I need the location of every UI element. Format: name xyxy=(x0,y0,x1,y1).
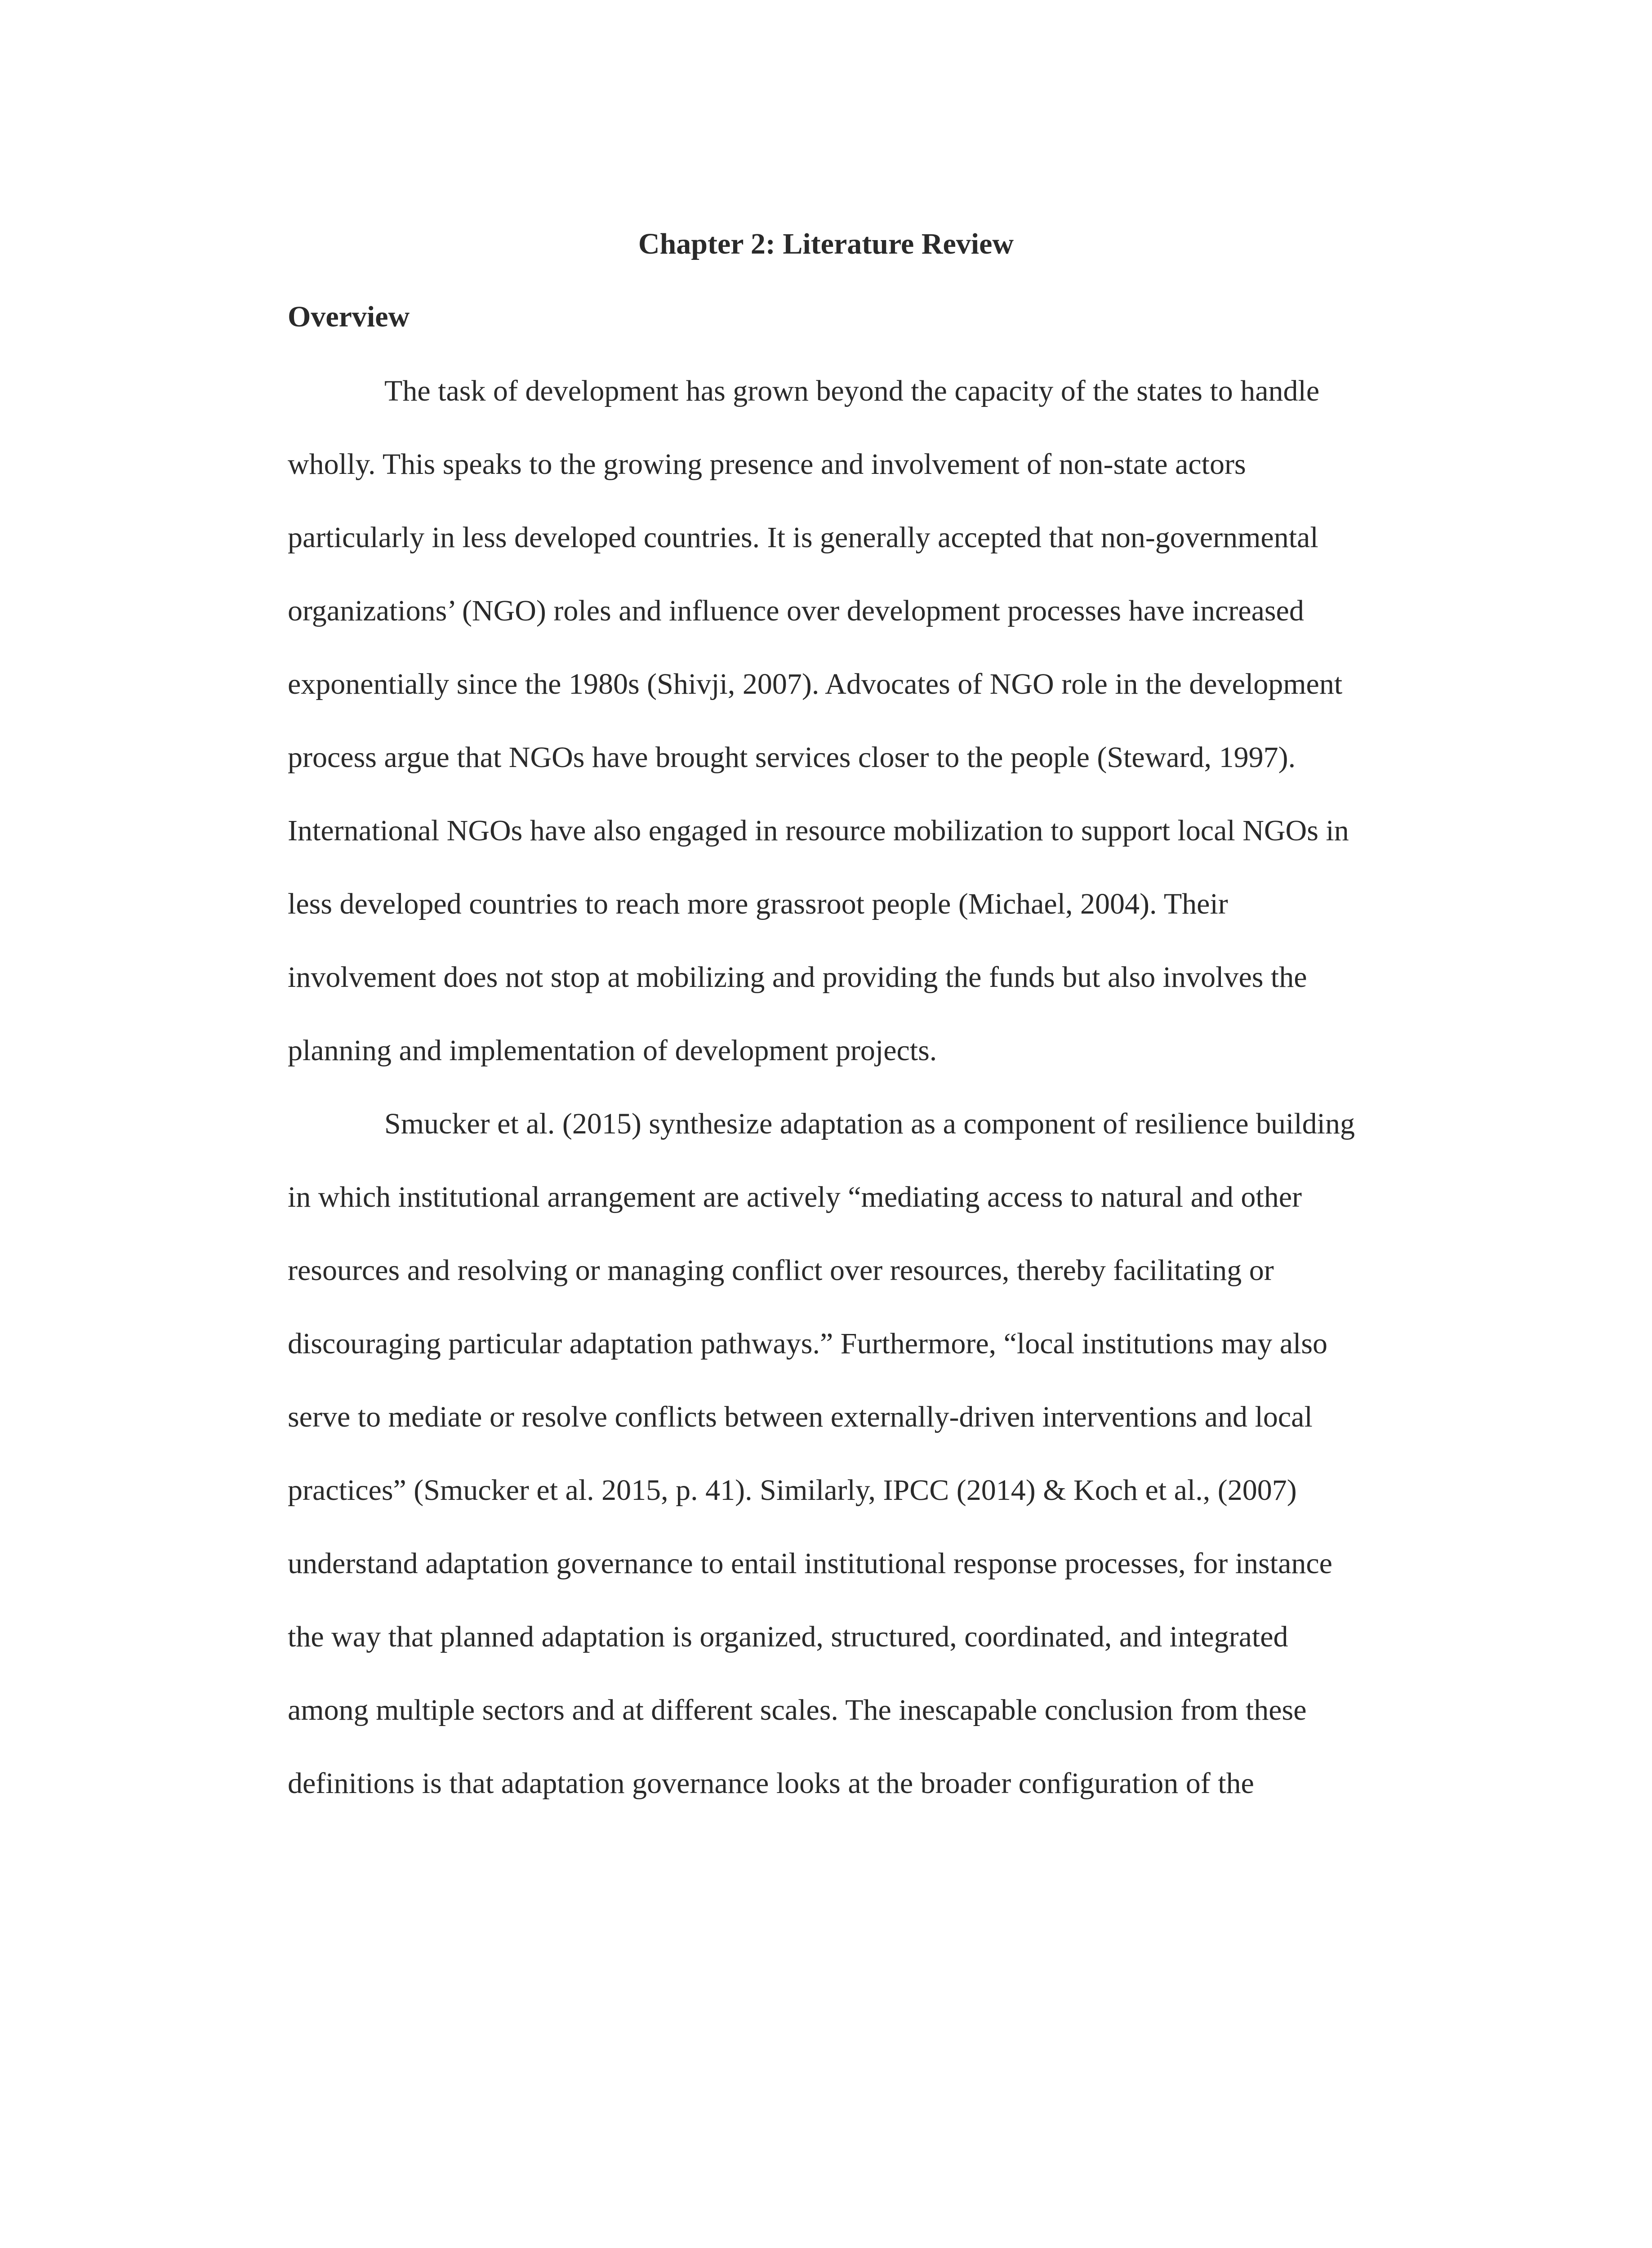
paragraph-line: process argue that NGOs have brought services closer to the people (Steward, 1997). xyxy=(288,741,1296,774)
paragraph-line: exponentially since the 1980s (Shivji, 2007). Advocates of NGO role in the development xyxy=(288,668,1343,700)
paragraph-line: particularly in less developed countries. It is generally accepted that non-governmental xyxy=(288,521,1318,554)
paragraph-line: less developed countries to reach more grassroot people (Michael, 2004). Their xyxy=(288,888,1228,920)
paragraph-line: understand adaptation governance to entail institutional response processes, for instance xyxy=(288,1547,1332,1580)
paragraph-line: The task of development has grown beyond the capacity of the states to handle xyxy=(384,375,1320,407)
paragraph-line: planning and implementation of development projects. xyxy=(288,1034,937,1067)
paragraph-line: definitions is that adaptation governance looks at the broader configuration of the xyxy=(288,1767,1254,1800)
paragraph-line: resources and resolving or managing conflict over resources, thereby facilitating or xyxy=(288,1254,1274,1287)
paragraph-line: wholly. This speaks to the growing presence and involvement of non-state actors xyxy=(288,448,1246,481)
section-heading-overview: Overview xyxy=(288,300,410,333)
paragraph-line: in which institutional arrangement are actively “mediating access to natural and other xyxy=(288,1181,1302,1213)
paragraph-line: involvement does not stop at mobilizing and providing the funds but also involves the xyxy=(288,961,1307,994)
paragraph-line: discouraging particular adaptation pathways.” Furthermore, “local institutions may also xyxy=(288,1327,1328,1360)
paragraph-line: Smucker et al. (2015) synthesize adaptation as a component of resilience building xyxy=(384,1107,1355,1140)
paragraph-line: the way that planned adaptation is organized, structured, coordinated, and integrated xyxy=(288,1620,1288,1653)
paragraph-line: organizations’ (NGO) roles and influence over development processes have increased xyxy=(288,594,1304,627)
paragraph-line: practices” (Smucker et al. 2015, p. 41). Similarly, IPCC (2014) & Koch et al., (2007) xyxy=(288,1474,1297,1507)
chapter-title: Chapter 2: Literature Review xyxy=(638,227,1014,260)
paragraph-line: serve to mediate or resolve conflicts between externally-driven interventions and local xyxy=(288,1401,1313,1433)
paragraph-line: among multiple sectors and at different scales. The inescapable conclusion from these xyxy=(288,1694,1307,1726)
paragraph-line: International NGOs have also engaged in resource mobilization to support local NGOs in xyxy=(288,814,1349,847)
